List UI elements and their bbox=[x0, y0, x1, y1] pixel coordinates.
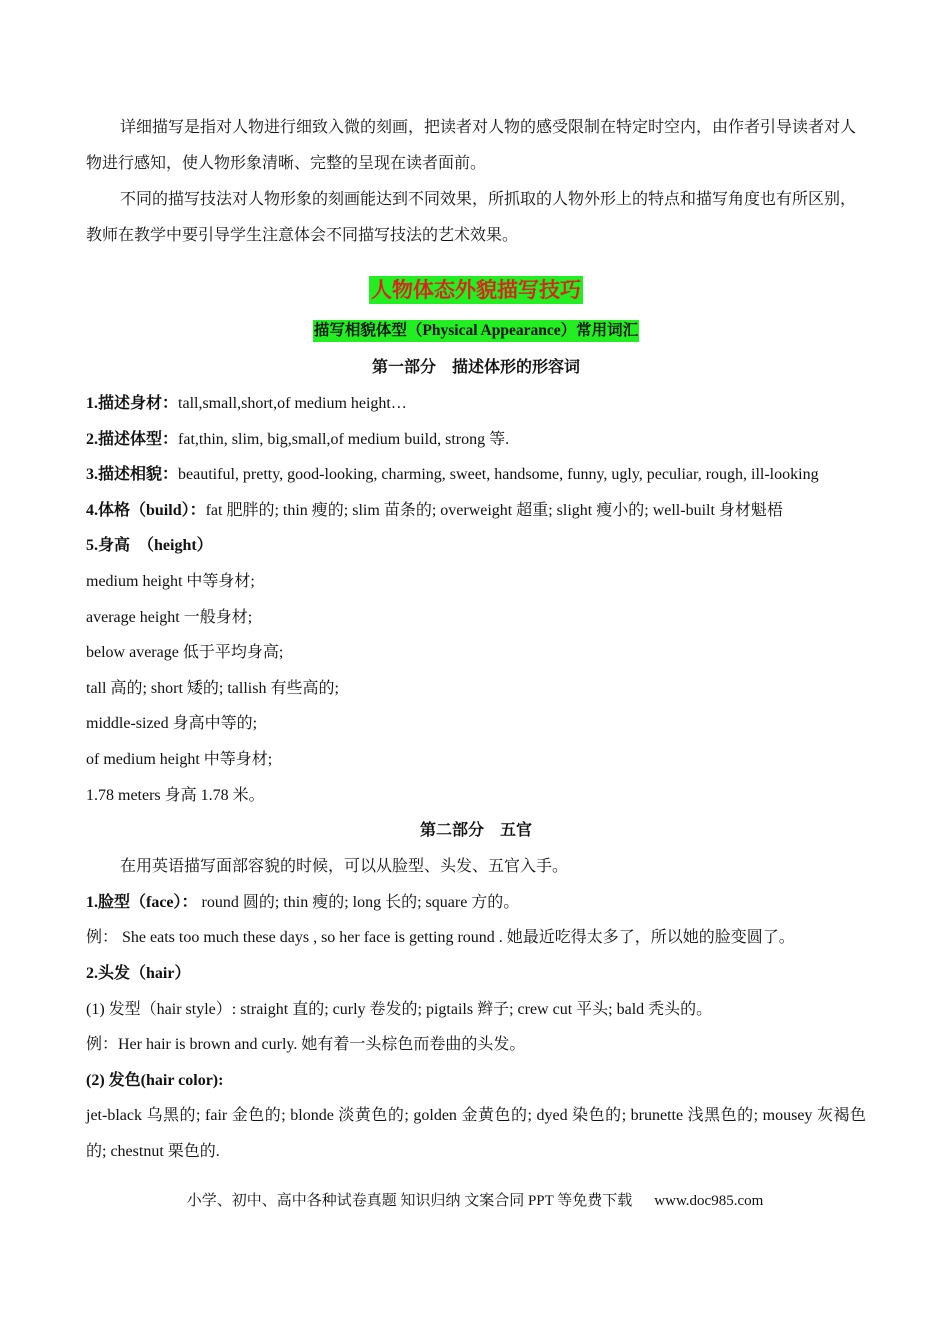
part1-line-2: 2.描述体型：fat,thin, slim, big,small,of medium build, strong 等. bbox=[86, 430, 510, 448]
part1-line-4: 4.体格（build）：fat 肥胖的; thin 瘦的; slim 苗条的; overweight 超重; slight 瘦小的; well-built 身材魁梧 bbox=[86, 501, 783, 519]
height-item: tall 高的; short 矮的; tallish 有些高的; bbox=[86, 679, 339, 697]
part2-heading: 第二部分 五官 bbox=[419, 822, 532, 840]
footer-text: 小学、初中、高中各种试卷真题 知识归纳 文案合同 PPT 等免费下载 bbox=[186, 1193, 633, 1209]
document-body bbox=[86, 110, 866, 1170]
hair-color-text: jet-black 乌黑的; fair 金色的; blonde 淡黄色的; golden 金黄色的; dyed 染色的; brunette 浅黑色的; mousey 灰褐色的; chestnut 栗色的. bbox=[86, 1107, 866, 1161]
part1-line-1: 1.描述身材：tall,small,short,of medium height… bbox=[86, 395, 407, 412]
height-item: of medium height 中等身材; bbox=[86, 750, 273, 768]
part2-intro: 在用英语描写面部容貌的时候，可以从脸型、头发、五官入手。 bbox=[120, 858, 569, 876]
height-item: average height 一般身材; bbox=[86, 608, 253, 626]
height-item: middle-sized 身高中等的; bbox=[86, 715, 258, 733]
intro-paragraph-2: 不同的描写技法对人物形象的刻画能达到不同效果，所抓取的人物外形上的特点和描写角度也有所区别，教师在教学中要引导学生注意体会不同描写技法的艺术效果。 bbox=[86, 191, 857, 244]
face-line: 1.脸型（face）： round 圆的; thin 瘦的; long 长的; square 方的。 bbox=[86, 893, 520, 911]
hair-heading: 2.头发（hair） bbox=[86, 964, 191, 982]
height-item: 1.78 meters 身高 1.78 米。 bbox=[86, 786, 265, 804]
hair-example: 例：Her hair is brown and curly. 她有着一头棕色而卷曲的头发。 bbox=[86, 1036, 526, 1054]
face-example: 例： She eats too much these days , so her face is getting round . 她最近吃得太多了，所以她的脸变圆了。 bbox=[86, 929, 795, 947]
intro-paragraph-1: 详细描写是指对人物进行细致入微的刻画，把读者对人物的感受限制在特定时空内，由作者引导读者对人物进行感知，使人物形象清晰、完整的呈现在读者面前。 bbox=[86, 119, 857, 172]
height-item: below average 低于平均身高; bbox=[86, 644, 284, 662]
part1-heading: 第一部分 描述体形的形容词 bbox=[371, 359, 580, 376]
footer-url[interactable]: www.doc985.com bbox=[654, 1193, 764, 1209]
page-footer bbox=[0, 1190, 950, 1212]
page-title: 人物体态外貌描写技巧 bbox=[371, 278, 581, 302]
part1-line-3: 3.描述相貌：beautiful, pretty, good-looking, charming, sweet, handsome, funny, ugly, peculiar, rough, ill-looking bbox=[86, 466, 819, 484]
hair-color-heading: (2) 发色(hair color): bbox=[86, 1071, 224, 1089]
page-subtitle: 描写相貌体型（Physical Appearance）常用词汇 bbox=[313, 320, 639, 342]
height-item: medium height 中等身材; bbox=[86, 572, 255, 590]
part1-line-5: 5.身高 （height） bbox=[86, 537, 213, 555]
hair-style-line: (1) 发型（hair style）: straight 直的; curly 卷发的; pigtails 辫子; crew cut 平头; bald 秃头的。 bbox=[86, 1000, 713, 1018]
